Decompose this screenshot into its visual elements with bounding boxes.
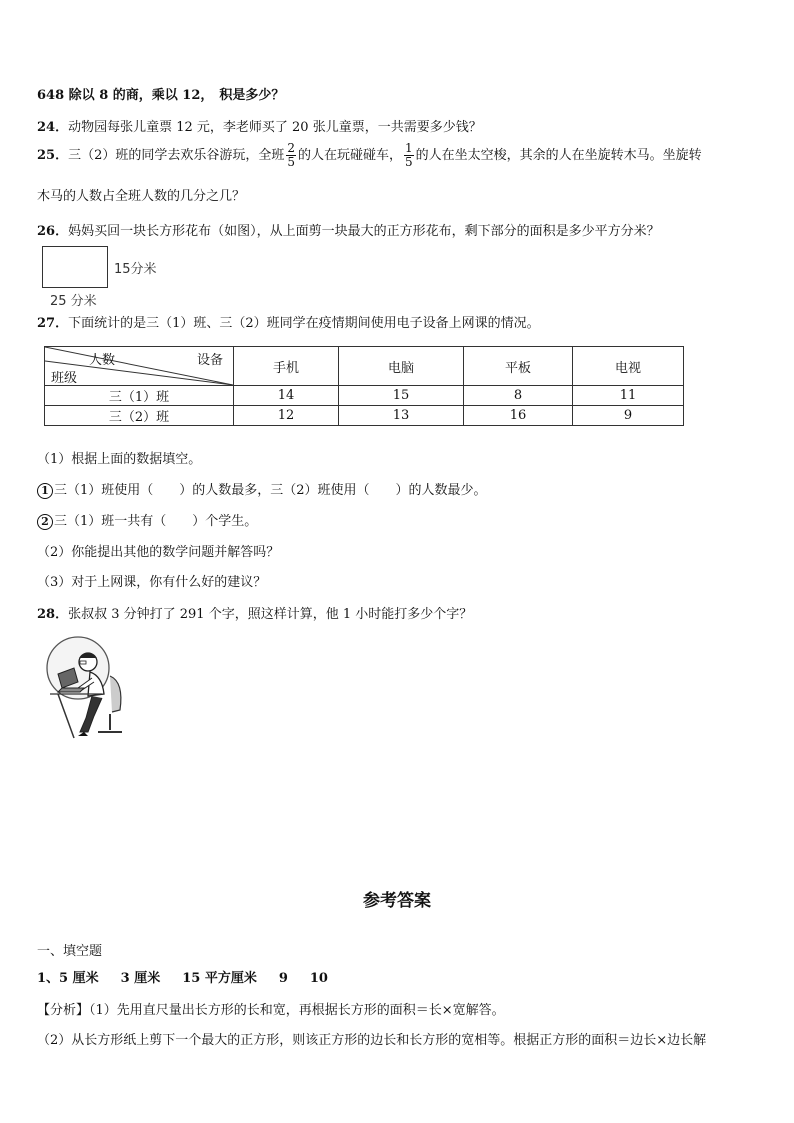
table-cell: 13	[339, 406, 464, 426]
device-usage-table	[44, 346, 684, 426]
rectangle-width-label: 25 分米	[50, 294, 97, 309]
table-cell: 12	[234, 406, 339, 426]
question-27-sub1b: 2 三（1）班一共有（ ）个学生。	[37, 510, 257, 530]
rectangle-figure	[42, 246, 108, 288]
table-corner-cell	[45, 347, 234, 386]
table-cell: 8	[464, 386, 573, 406]
answer-section-title: 参考答案	[363, 891, 431, 911]
analysis-line-2: （2）从长方形纸上剪下一个最大的正方形，则该正方形的边长和长方形的宽相等。根据正方形的面积＝边长×边长解	[37, 1033, 707, 1048]
question-28: 28．张叔叔 3 分钟打了 291 个字，照这样计算，他 1 小时能打多少个字？	[37, 607, 473, 622]
typing-man-illustration	[44, 634, 130, 744]
table-header-cell: 平板	[464, 347, 573, 386]
table-cell: 9	[573, 406, 684, 426]
corner-label-device: 设备	[196, 353, 223, 368]
question-25: 25．三（2）班的同学去欢乐谷游玩，全班 $\frac{2}{5}$ 的人在玩碰碰车， $\frac{1}{5}$ 的人在坐太空梭，其余的人在坐旋转木马。坐旋转	[37, 141, 702, 169]
table-row-label: 三（1）班	[45, 386, 234, 406]
question-27: 27．下面统计的是三（1）班、三（2）班同学在疫情期间使用电子设备上网课的情况。	[37, 316, 540, 331]
question-26: 26．妈妈买回一块长方形花布（如图），从上面剪一块最大的正方形花布，剩下部分的面积是多少平方分米？	[37, 224, 660, 239]
table-row-label: 三（2）班	[45, 406, 234, 426]
question-25-line2: 木马的人数占全班人数的几分之几？	[37, 189, 246, 204]
table-row	[45, 386, 684, 406]
table-cell: 16	[464, 406, 573, 426]
table-cell: 14	[234, 386, 339, 406]
corner-label-class: 班级	[51, 371, 78, 386]
rectangle-height-label: 15分米	[114, 262, 157, 277]
table-header-cell: 电视	[573, 347, 684, 386]
fraction-one-fifth: $\frac{1}{5}$	[405, 141, 413, 169]
question-27-sub3: （3）对于上网课，你有什么好的建议？	[37, 575, 267, 590]
table-header-cell: 电脑	[339, 347, 464, 386]
table-header-row	[45, 347, 684, 386]
table-cell: 15	[339, 386, 464, 406]
table-cell: 11	[573, 386, 684, 406]
question-24: 24．动物园每张儿童票 12 元，李老师买了 20 张儿童票，一共需要多少钱？	[37, 120, 482, 135]
fraction-two-fifths: $\frac{2}{5}$	[287, 141, 296, 169]
answer-category: 一、填空题	[37, 944, 103, 959]
question-27-sub2: （2）你能提出其他的数学问题并解答吗？	[37, 545, 280, 560]
question-23-tail: 648 除以 8 的商，乘以 12， 积是多少？	[37, 88, 285, 103]
table-row	[45, 406, 684, 426]
analysis-line-1: 【分析】（1）先用直尺量出长方形的长和宽，再根据长方形的面积＝长×宽解答。	[37, 1003, 505, 1018]
circled-number-1: 1	[37, 483, 53, 499]
corner-label-count: 人数	[89, 353, 116, 368]
table-header-cell: 手机	[234, 347, 339, 386]
answer-1: 1、5 厘米 3 厘米 15 平方厘米 9 10	[37, 971, 328, 986]
circled-number-2: 2	[37, 514, 53, 530]
question-27-sub1a: 1 三（1）班使用（ ）的人数最多，三（2）班使用（ ）的人数最少。	[37, 479, 487, 499]
question-27-sub1: （1）根据上面的数据填空。	[37, 452, 202, 467]
